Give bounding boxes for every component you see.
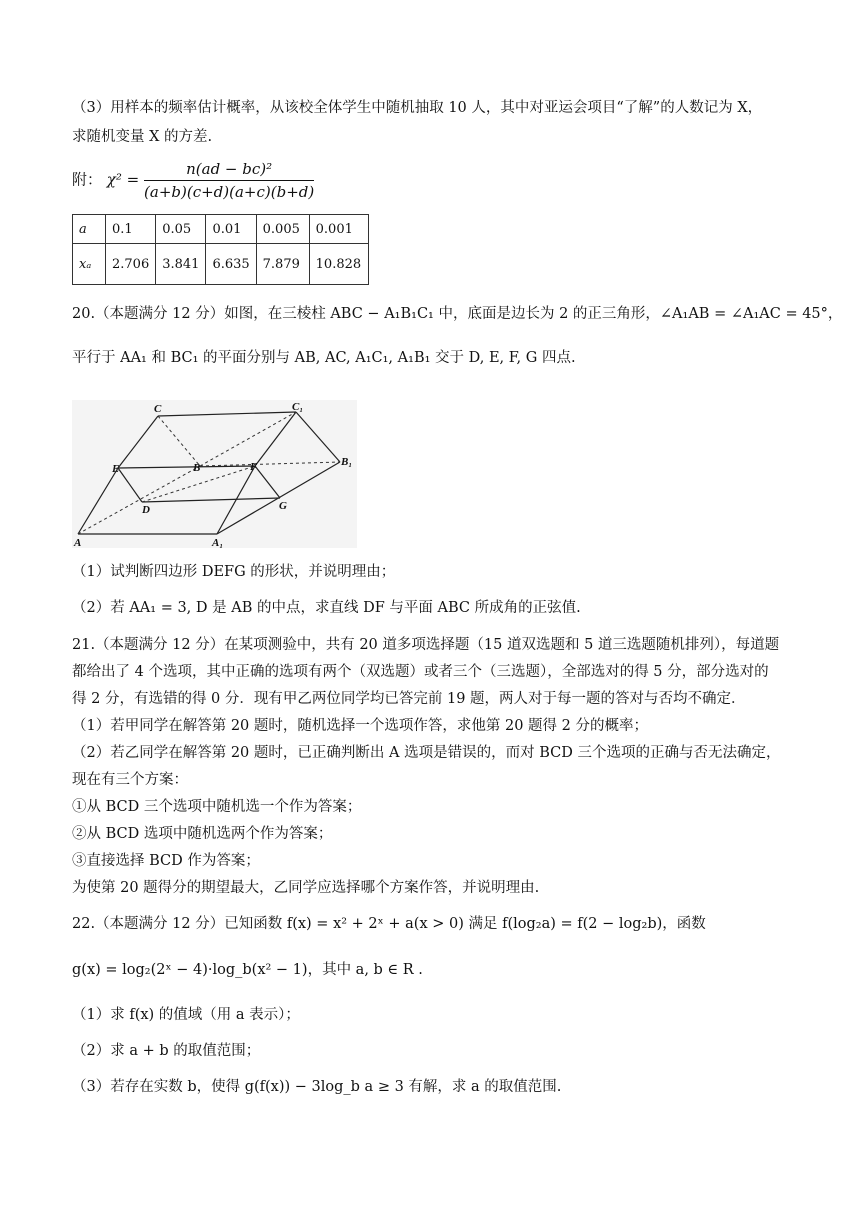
- q22-line2: g(x) = log₂(2ˣ − 4)·log_b(x² − 1)，其中 a, b ∈ R .: [72, 962, 423, 978]
- q19-part3-line2: 求随机变量 X 的方差.: [72, 129, 213, 145]
- table-cell: 6.635: [206, 244, 256, 285]
- q22-part3: （3）若存在实数 b，使得 g(f(x)) − 3log_b a ≥ 3 有解，求 a 的取值范围.: [72, 1079, 562, 1095]
- appendix-label: 附：: [72, 170, 103, 189]
- label-D: D: [142, 504, 150, 516]
- table-cell: 0.01: [206, 215, 256, 244]
- table-cell: 3.841: [156, 244, 206, 285]
- q21-option3: ③直接选择 BCD 作为答案；: [72, 853, 260, 869]
- table-row: [73, 244, 369, 285]
- table-cell: 10.828: [309, 244, 368, 285]
- label-B: B: [193, 462, 201, 474]
- label-E: E: [112, 463, 120, 475]
- q21-part1: （1）若甲同学在解答第 20 题时，随机选择一个选项作答，求他第 20 题得 2 分的概率；: [72, 718, 649, 734]
- table-cell: 0.1: [106, 215, 156, 244]
- chi-square-numerator: n(ad − bc)²: [144, 160, 314, 181]
- q21-part2a: （2）若乙同学在解答第 20 题时，已正确判断出 A 选项是错误的，而对 BCD 三个选项的正确与否无法确定，: [72, 745, 781, 761]
- q21-final: 为使第 20 题得分的期望最大，乙同学应选择哪个方案作答，并说明理由.: [72, 880, 540, 896]
- q22-line1: 22.（本题满分 12 分）已知函数 f(x) = x² + 2ˣ + a(x > 0) 满足 f(log₂a) = f(2 − log₂b)，函数: [72, 916, 706, 932]
- q20-line2: 平行于 AA₁ 和 BC₁ 的平面分别与 AB, AC, A₁C₁, A₁B₁ 交于 D, E, F, G 四点.: [72, 350, 576, 366]
- label-F: F: [250, 461, 258, 473]
- table-cell: xₐ: [73, 244, 106, 285]
- q22-part2: （2）求 a + b 的取值范围；: [72, 1043, 261, 1059]
- table-cell: 0.001: [309, 215, 368, 244]
- chi-square-fraction: [144, 160, 314, 201]
- q20-part2: （2）若 AA₁ = 3, D 是 AB 的中点，求直线 DF 与平面 ABC 所成角的正弦值.: [72, 600, 581, 616]
- critical-value-table: [72, 214, 369, 285]
- q19-part3-line1: （3）用样本的频率估计概率，从该校全体学生中随机抽取 10 人，其中对亚运会项目“了解”的人数记为 X，: [72, 100, 763, 116]
- label-G: G: [279, 500, 287, 512]
- prism-diagram: [72, 400, 357, 548]
- q21-part2b: 现在有三个方案：: [72, 772, 188, 788]
- q20-part1: （1）试判断四边形 DEFG 的形状，并说明理由；: [72, 564, 396, 580]
- table-cell: 2.706: [106, 244, 156, 285]
- label-C1: C₁: [292, 401, 304, 413]
- q21-option1: ①从 BCD 三个选项中随机选一个作为答案；: [72, 799, 362, 815]
- label-B1: B₁: [341, 456, 353, 468]
- chi-square-denominator: (a+b)(c+d)(a+c)(b+d): [144, 183, 315, 201]
- table-cell: a: [73, 215, 106, 244]
- q21-line1: 21.（本题满分 12 分）在某项测验中，共有 20 道多项选择题（15 道双选题和 5 道三选题随机排列），每道题: [72, 637, 780, 653]
- q21-option2: ②从 BCD 选项中随机选两个作为答案；: [72, 826, 333, 842]
- table-row: [73, 215, 369, 244]
- label-A: A: [74, 537, 82, 548]
- table-cell: 7.879: [256, 244, 309, 285]
- q21-line3: 得 2 分，有选错的得 0 分．现有甲乙两位同学均已答完前 19 题，两人对于每一题的答对与否均不确定．: [72, 691, 746, 707]
- table-cell: 0.005: [256, 215, 309, 244]
- q22-part1: （1）求 f(x) 的值域（用 a 表示）；: [72, 1007, 300, 1023]
- label-A1: A₁: [212, 537, 224, 548]
- q21-line2: 都给出了 4 个选项，其中正确的选项有两个（双选题）或者三个（三选题），全部选对的得 5 分，部分选对的: [72, 664, 769, 680]
- label-C: C: [154, 403, 162, 415]
- q20-line1: 20.（本题满分 12 分）如图，在三棱柱 ABC − A₁B₁C₁ 中，底面是边长为 2 的正三角形，∠A₁AB = ∠A₁AC = 45°，: [72, 306, 843, 322]
- chi-square-lhs: χ² =: [106, 170, 140, 189]
- chi-square-formula: [72, 160, 314, 201]
- table-cell: 0.05: [156, 215, 206, 244]
